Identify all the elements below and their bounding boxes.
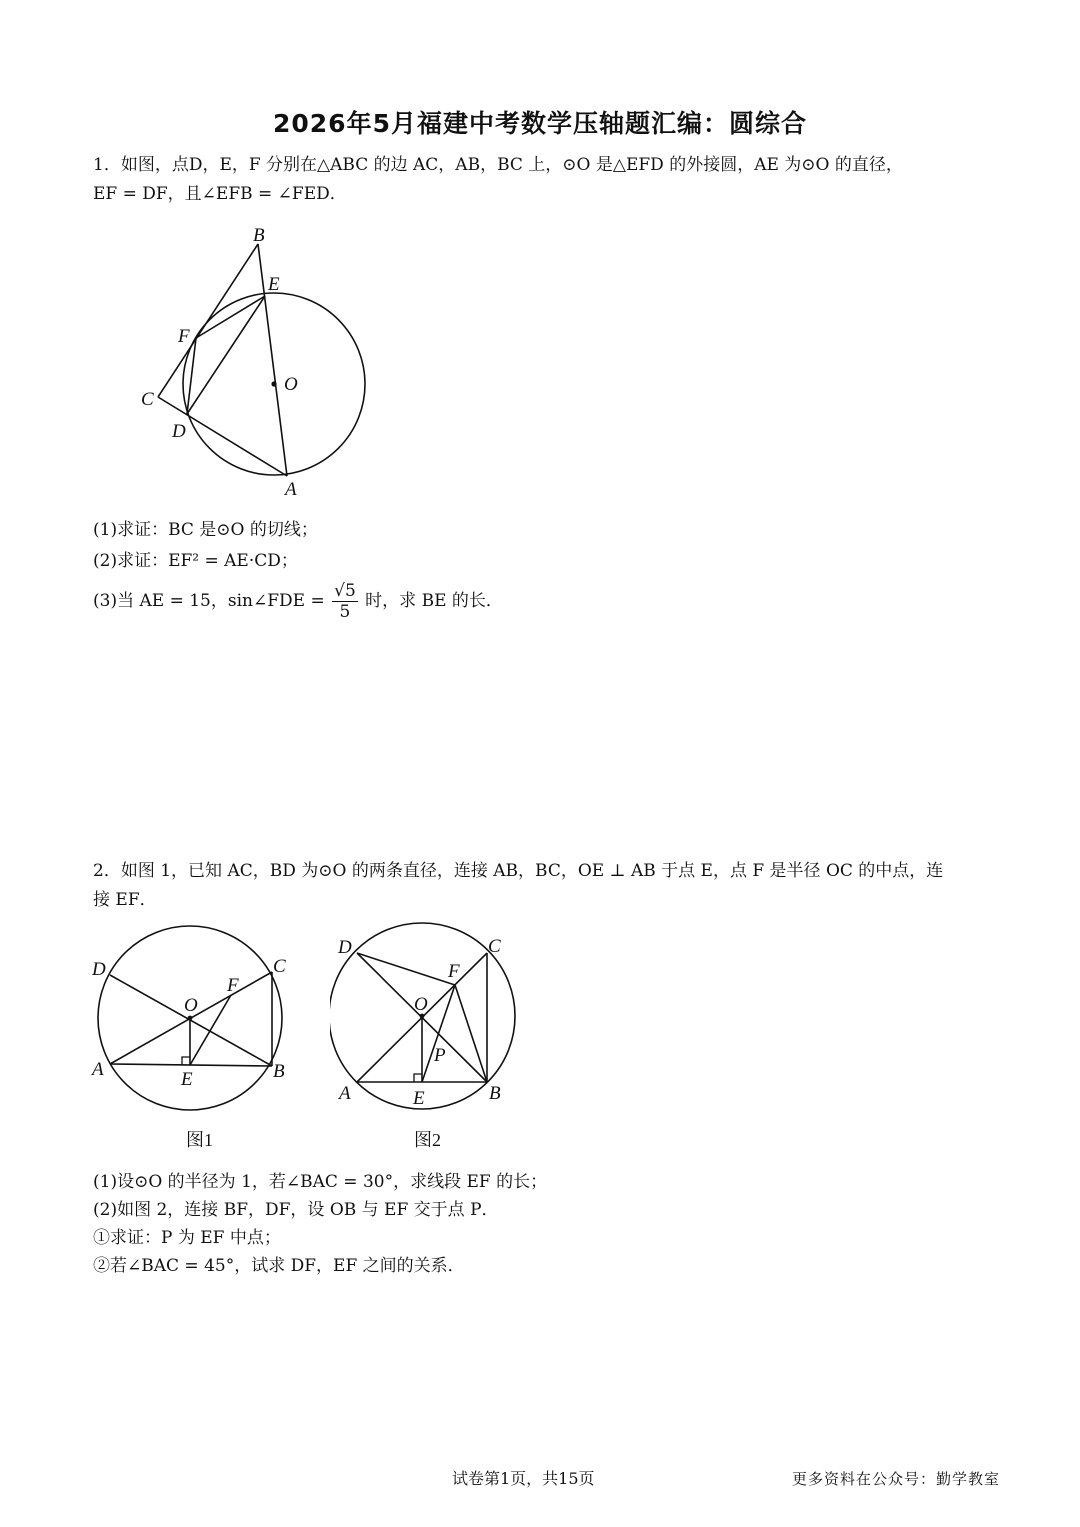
page-number: 试卷第1页，共15页 bbox=[452, 1469, 595, 1488]
fig1-label-b: B bbox=[273, 1061, 285, 1082]
q1-center-dot bbox=[271, 381, 276, 386]
q2-figure-1 bbox=[85, 918, 300, 1153]
fig2-label-o: O bbox=[414, 994, 428, 1015]
fig2-label-f: F bbox=[448, 961, 460, 982]
q1-segment-bc bbox=[158, 244, 258, 397]
fig1-label-d: D bbox=[92, 959, 106, 980]
q2-sub1: ①求证：P 为 EF 中点； bbox=[93, 1228, 281, 1248]
fig1-label-c: C bbox=[273, 956, 286, 977]
q2-sub2: ②若∠BAC = 45°，试求 DF，EF 之间的关系． bbox=[93, 1256, 465, 1276]
q1-part3-numerator: √5 bbox=[334, 581, 356, 601]
q1-stem-line1: 1．如图，点D，E，F 分别在△ABC 的边 AC，AB，BC 上，⊙O 是△EFD 的外接圆，AE 为⊙O 的直径， bbox=[93, 155, 903, 175]
q1-part2: (2)求证：EF² = AE·CD； bbox=[93, 551, 298, 571]
q2-part1: (1)设⊙O 的半径为 1，若∠BAC = 30°，求线段 EF 的长； bbox=[93, 1172, 548, 1192]
q1-figure bbox=[130, 220, 400, 510]
q1-label-a: A bbox=[285, 479, 297, 500]
fig1-right-angle-mark bbox=[182, 1057, 190, 1065]
q2-part2: (2)如图 2，连接 BF，DF，设 OB 与 EF 交于点 P． bbox=[93, 1200, 499, 1220]
q1-part3-post: 时，求 BE 的长． bbox=[365, 591, 503, 611]
q1-part3-fraction bbox=[332, 581, 358, 622]
fig1-label-o: O bbox=[184, 995, 198, 1016]
q1-label-d: D bbox=[172, 421, 186, 442]
fig2-segment-df bbox=[357, 953, 455, 985]
q1-part1: (1)求证：BC 是⊙O 的切线； bbox=[93, 520, 318, 540]
fig2-segment-bf bbox=[455, 985, 487, 1082]
fig2-label-d: D bbox=[338, 937, 352, 958]
fig1-diameter-bd bbox=[110, 975, 272, 1066]
q1-label-b: B bbox=[253, 225, 265, 246]
q1-stem-line2: EF = DF，且∠EFB = ∠FED． bbox=[93, 184, 347, 204]
fig1-caption: 图1 bbox=[186, 1130, 213, 1150]
fig2-label-p: P bbox=[434, 1045, 446, 1066]
q1-label-c: C bbox=[141, 389, 154, 410]
fig2-label-c: C bbox=[488, 936, 501, 957]
q2-figure-2 bbox=[330, 918, 530, 1153]
watermark-text: 更多资料在公众号：勤学教室 bbox=[792, 1470, 1001, 1488]
fig2-caption: 图2 bbox=[414, 1130, 441, 1150]
fig2-label-a: A bbox=[339, 1083, 351, 1104]
fig2-label-e: E bbox=[413, 1088, 425, 1109]
q1-part3 bbox=[93, 578, 503, 624]
q2-stem-line2: 接 EF． bbox=[93, 890, 157, 910]
q1-part3-pre: (3)当 AE = 15，sin∠FDE = bbox=[93, 591, 325, 611]
fig1-label-a: A bbox=[92, 1059, 104, 1080]
fig2-label-b: B bbox=[489, 1083, 501, 1104]
fig2-right-angle-mark bbox=[414, 1074, 422, 1082]
fig1-label-e: E bbox=[181, 1069, 193, 1090]
q1-segment-ef bbox=[196, 296, 265, 338]
q1-segment-de bbox=[187, 296, 265, 414]
fig1-label-f: F bbox=[227, 975, 239, 996]
page-title: 2026年5月福建中考数学压轴题汇编：圆综合 bbox=[273, 109, 807, 138]
q2-stem-line1: 2．如图 1，已知 AC，BD 为⊙O 的两条直径，连接 AB，BC，OE ⊥ AB 于点 E，点 F 是半径 OC 的中点，连 bbox=[93, 861, 944, 881]
q1-label-o: O bbox=[284, 374, 298, 395]
q1-part3-denominator: 5 bbox=[339, 602, 351, 622]
q1-label-f: F bbox=[178, 326, 190, 347]
fig1-center-dot bbox=[188, 1016, 193, 1021]
q1-label-e: E bbox=[268, 274, 280, 295]
